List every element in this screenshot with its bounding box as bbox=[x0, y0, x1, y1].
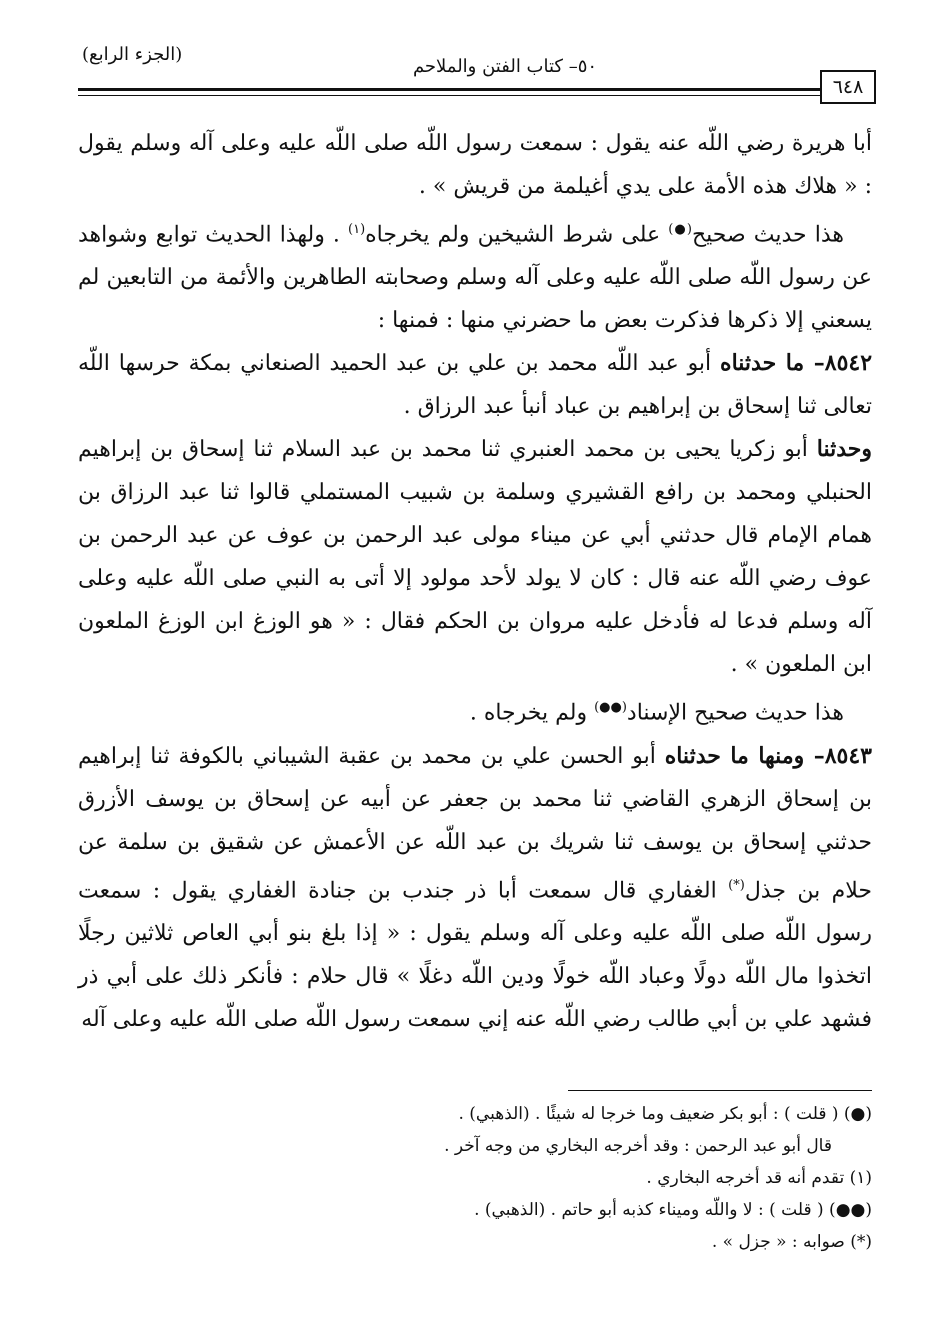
footnote-1: (١) تقدم أنه قد أخرجه البخاري . bbox=[646, 1168, 872, 1188]
paragraph-2 bbox=[78, 208, 872, 342]
footnote-ref-1: (١) bbox=[348, 222, 366, 237]
footnote-double-bullet: (●●) ( قلت ) : لا واللّه وميناء كذبه أبو حاتم . (الذهبي) . bbox=[474, 1200, 872, 1220]
main-text bbox=[78, 122, 872, 1041]
p5-text-a: هذا حديث صحيح الإسناد bbox=[626, 700, 844, 726]
footnote-separator bbox=[568, 1090, 872, 1091]
footnote-bullet-continuation: قال أبو عبد الرحمن : وقد أخرجه البخاري من وجه آخر . bbox=[444, 1136, 832, 1156]
book-title: ٥٠– كتاب الفتن والملاحم bbox=[412, 56, 598, 77]
p2-text-a: هذا حديث صحيح bbox=[691, 222, 844, 248]
header-rule-thin bbox=[78, 95, 820, 96]
paragraph-4 bbox=[78, 428, 872, 686]
header-rule-thick bbox=[78, 88, 820, 91]
footnotes bbox=[78, 1098, 872, 1258]
volume-label: (الجزء الرابع) bbox=[82, 44, 183, 65]
hadith-8542-lead: ٨٥٤٢– ما حدثناه bbox=[720, 350, 873, 377]
p2-text-c: . ولهذا الحديث توابع وشواهد عن رسول اللّه صلى اللّه عليه وعلى آله وسلم وصحابته الطاهرين والأئمة من التابعين لم يسعني إلا ذكرها فذكرت بعض ما حضرني منها : فمنها : bbox=[78, 222, 872, 334]
page-number: ٦٤٨ bbox=[832, 76, 864, 98]
p4-text: أبو زكريا يحيى بن محمد العنبري ثنا محمد بن عبد السلام ثنا إسحاق بن إبراهيم الحنبلي ومحمد بن رافع القشيري وسلمة بن شبيب المستملي قالوا ثنا عبد الرزاق بن همام الإمام قال حدثني أبي عن ميناء مولى عبد الرحمن بن عوف عن عبد الرحمن بن عوف رضي اللّه عنه قال : كان لا يولد لأحد مولود إلا أتى به النبي صلى اللّه عليه وعلى آله وسلم فدعا له فأدخل عليه مروان بن الحكم فقال : « هو الوزغ ابن الوزغ الملعون ابن الملعون » . bbox=[78, 437, 872, 678]
hadith-8543-text-b: الغفاري قال سمعت أبا ذر جندب بن جنادة الغفاري يقول : سمعت رسول اللّه صلى اللّه عليه وعلى آله وسلم يقول : « إذا بلغ بنو أبي العاص ثلاثين رجلًا اتخذوا مال اللّه دولًا وعباد اللّه خولًا ودين اللّه دغلًا » قال حلام : فأنكر ذلك على أبي ذر فشهد علي بن أبي طالب رضي اللّه عنه إني سمعت رسول اللّه صلى اللّه عليه وعلى آله bbox=[78, 877, 872, 1032]
hadith-8542 bbox=[78, 342, 872, 428]
hadith-8543-lead: ٨٥٤٣– ومنها ما حدثناه bbox=[664, 742, 872, 769]
paragraph-5 bbox=[78, 686, 872, 734]
hadith-8543 bbox=[78, 735, 872, 1041]
hadith-8542-text: أبو عبد اللّه محمد بن علي بن عبد الحميد الصنعاني بمكة حرسها اللّه تعالى ثنا إسحاق بن إبراهيم بن عباد أنبأ عبد الرزاق . bbox=[78, 351, 872, 420]
paragraph-1: أبا هريرة رضي اللّه عنه يقول : سمعت رسول اللّه صلى اللّه عليه وعلى آله وسلم يقول : « هلاك هذه الأمة على يدي أغيلمة من قريش » . bbox=[78, 131, 872, 199]
footnote-bullet: (●) ( قلت ) : أبو بكر ضعيف وما خرجا له شيئًا . (الذهبي) . bbox=[458, 1104, 872, 1124]
p4-lead: وحدثنا bbox=[816, 436, 872, 463]
p5-text-b: ولم يخرجاه . bbox=[469, 700, 595, 726]
footnote-ref-star: (*) bbox=[728, 877, 745, 893]
footnote-ref-double-bullet: (●●) bbox=[594, 700, 627, 716]
page-number-box bbox=[820, 70, 876, 104]
footnote-ref-bullet: (●) bbox=[668, 222, 692, 237]
hadith-8543-text-a: أبو الحسن علي بن محمد بن عقبة الشيباني بالكوفة ثنا إبراهيم بن إسحاق الزهري القاضي ثنا محمد بن جعفر عن أبيه عن إسحاق بن يوسف الأزرق حدثني إسحاق بن يوسف ثنا شريك بن عبد اللّه عن الأعمش عن شقيق بن سلمة عن حلام بن جذل bbox=[78, 743, 872, 903]
p2-text-b: على شرط الشيخين ولم يخرجاه bbox=[365, 222, 669, 248]
footnote-star: (*) صوابه : « جزل » . bbox=[711, 1232, 872, 1252]
